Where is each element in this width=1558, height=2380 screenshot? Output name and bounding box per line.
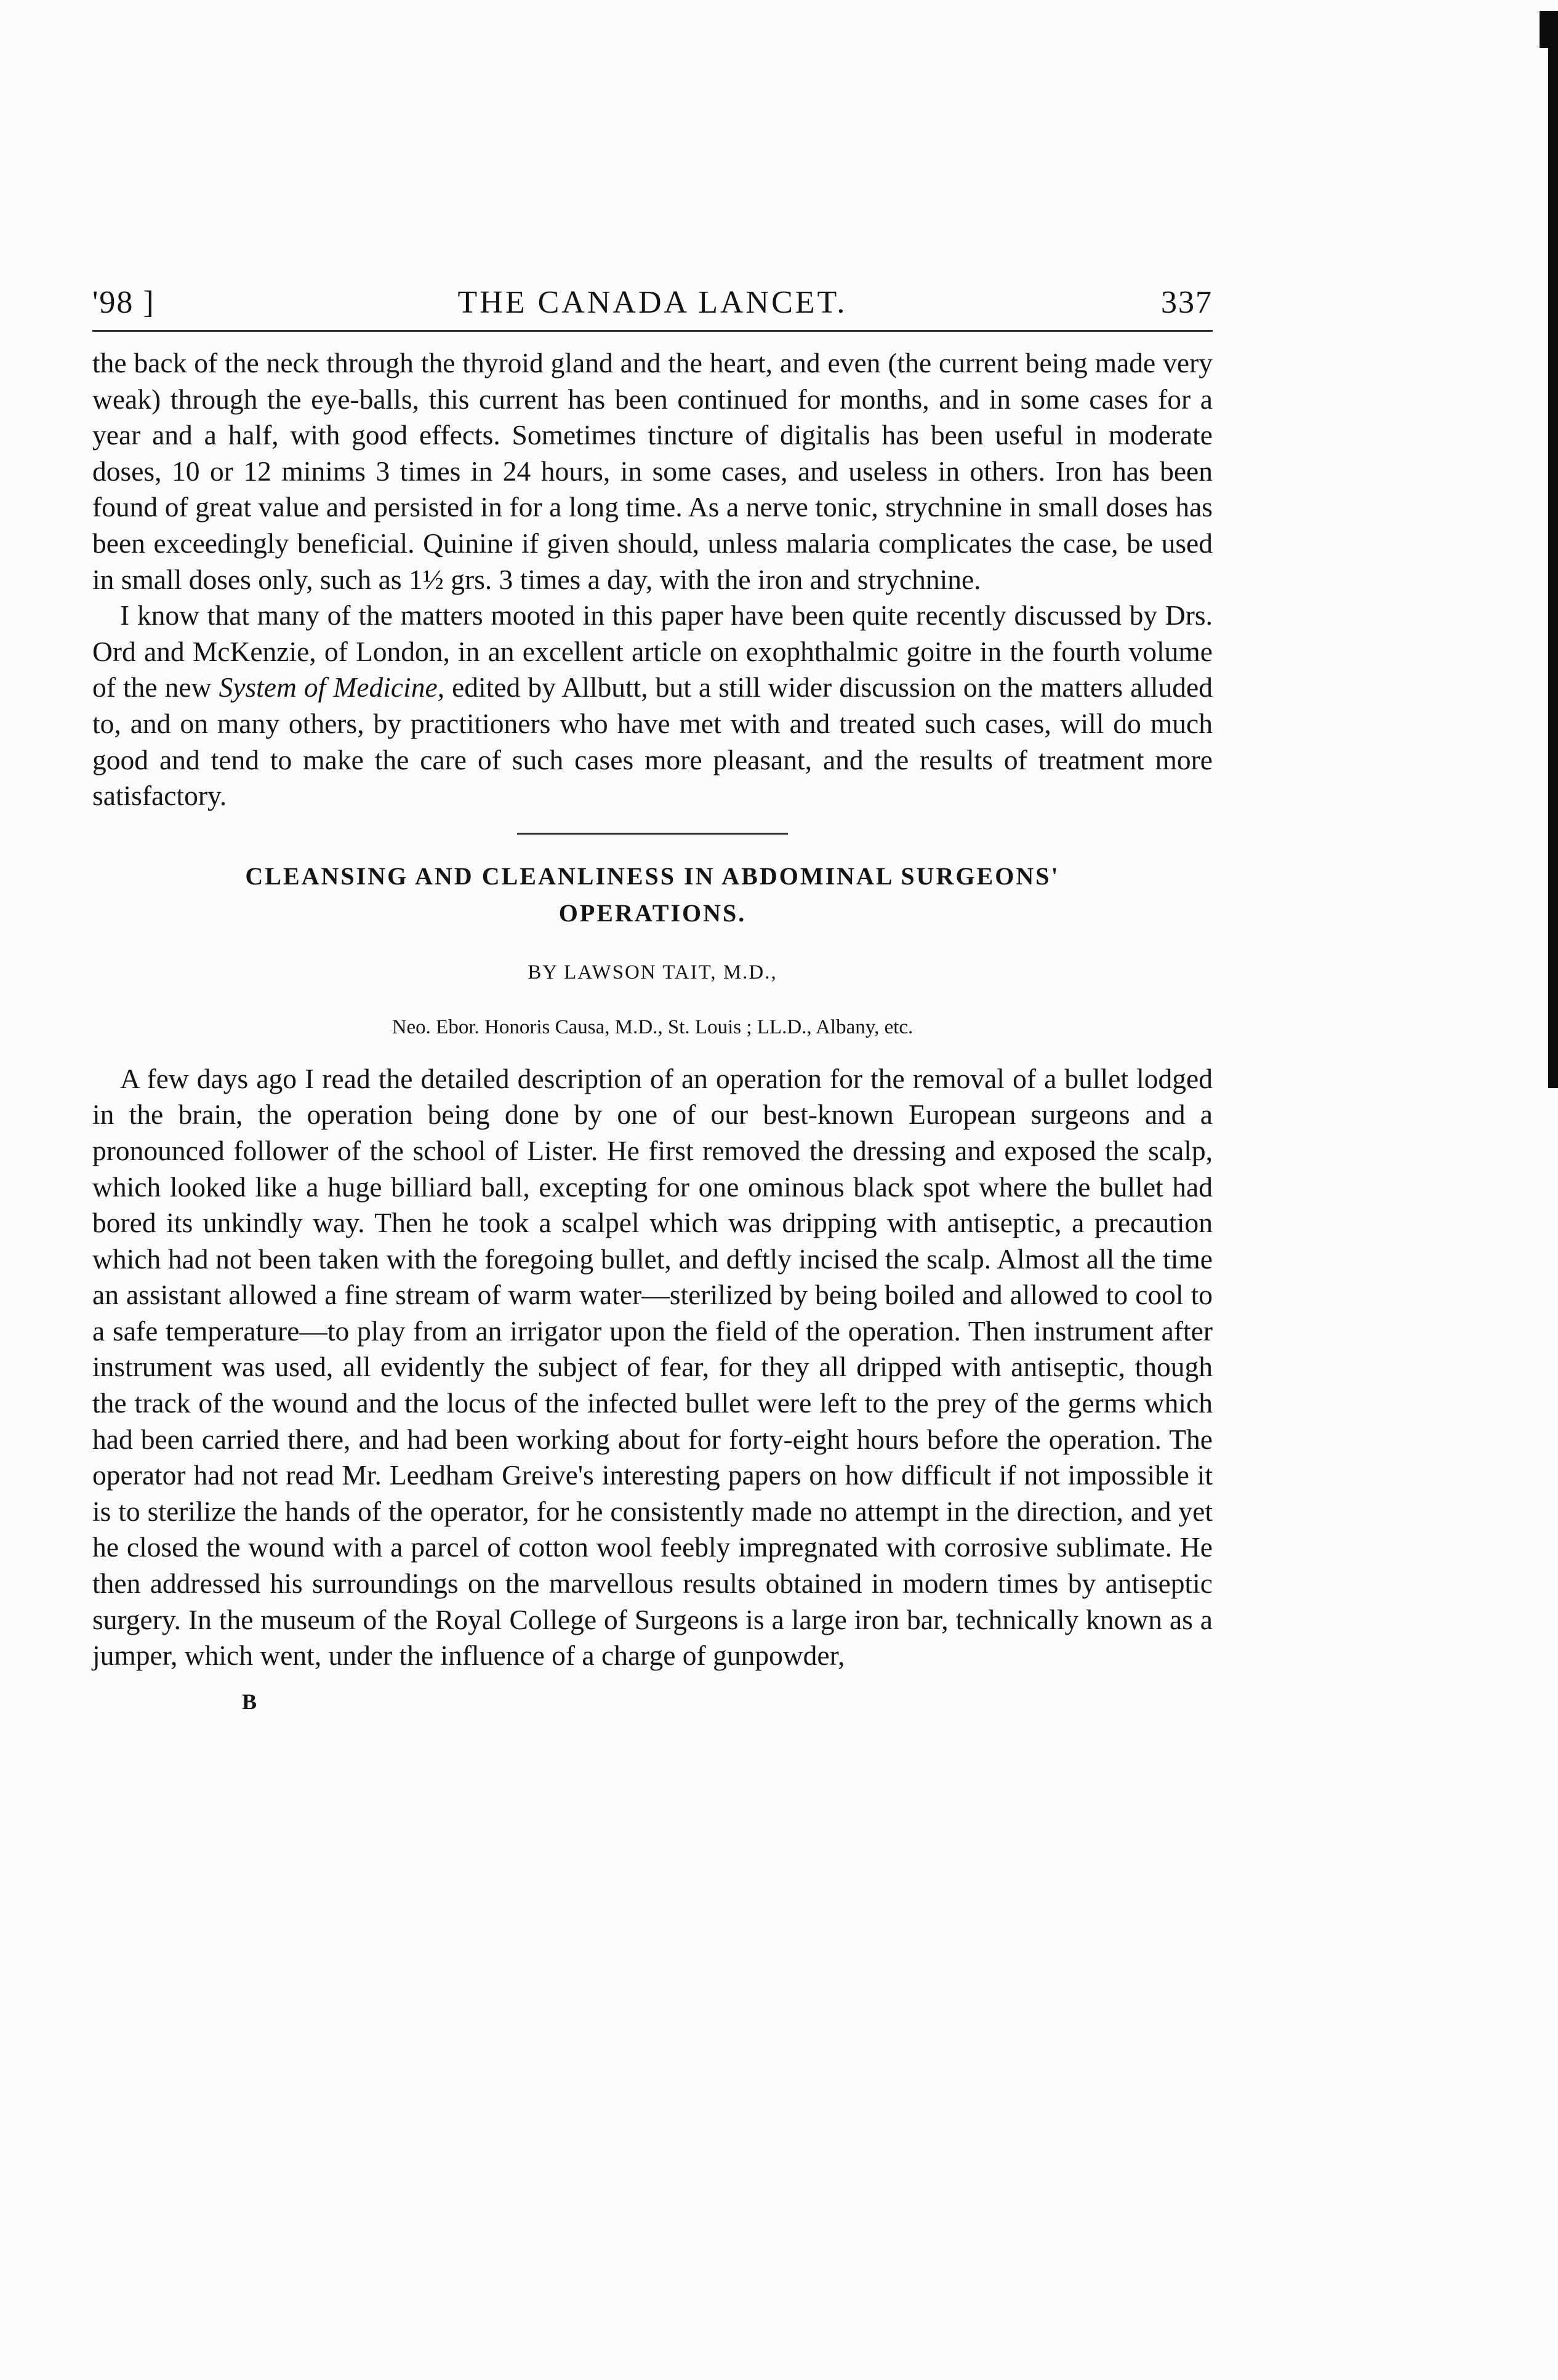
header-rule <box>92 330 1213 332</box>
continuation-paragraph-1: the back of the neck through the thyroid gland and the heart, and even (the current being made very weak) through the eye-balls, this current has been continued for months, and in some cases for a year and a half, with good effects. Sometimes tincture of digitalis has been useful in moderate doses, 10 or 12 minims 3 times in 24 hours, in some cases, and useless in others. Iron has been found of great value and persisted in for a long time. As a nerve tonic, strychnine in small doses has been exceedingly beneficial. Quinine if given should, unless malaria complicates the case, be used in small doses only, such as 1½ grs. 3 times a day, with the iron and strychnine. <box>92 347 1213 595</box>
paragraph-2-text-a: I know that many of the matters mooted in this paper have been quite recently discussed by Drs. Ord and McKenzie, of London, in an excellent article on exophthalmic goitre in the fourth volume of the new <box>92 599 1213 703</box>
article-title-line-1: CLEANSING AND CLEANLINESS IN ABDOMINAL SURGEONS' <box>245 862 1060 890</box>
book-title: System of Medicine, <box>219 671 445 703</box>
signature-mark: B <box>242 1689 257 1714</box>
paragraph-2-text-b: edited by Allbutt, but a still wider discussion on the matters alluded to, and on many others, by practitioners who have met with and treated such cases, will do much good and tend to make the care of such cases more pleasant, and the results of treatment more satisfactory. <box>92 671 1213 812</box>
scan-edge-mark <box>1548 11 1558 1088</box>
header-year: '98 ] <box>92 285 155 320</box>
page-number: 337 <box>1161 285 1213 320</box>
author-byline: BY LAWSON TAIT, M.D., <box>528 961 777 984</box>
running-header <box>92 271 1213 324</box>
article-title <box>92 858 1213 932</box>
section-divider <box>517 833 788 835</box>
continuation-paragraph-2 <box>92 598 1213 814</box>
author-affiliation: Neo. Ebor. Honoris Causa, M.D., St. Louis ; LL.D., Albany, etc. <box>392 1016 914 1038</box>
article-title-line-2: OPERATIONS. <box>558 899 747 927</box>
article-paragraph-1: A few days ago I read the detailed description of an operation for the removal of a bullet lodged in the brain, the operation being done by one of our best-known European surgeons and a pronounced follower of the school of Lister. He first removed the dressing and exposed the scalp, which looked like a huge billiard ball, excepting for one ominous black spot where the bullet had bored its unkindly way. Then he took a scalpel which was dripping with antiseptic, a precaution which had not been taken with the foregoing bullet, and deftly incised the scalp. Almost all the time an assistant allowed a fine stream of warm water—sterilized by being boiled and allowed to cool to a safe temperature—to play from an irrigator upon the field of the operation. Then instrument after instrument was used, all evidently the subject of fear, for they all dripped with antiseptic, though the track of the wound and the locus of the infected bullet were left to the prey of the germs which had been carried there, and had been working about for forty-eight hours before the operation. The operator had not read Mr. Leedham Greive's interesting papers on how difficult if not impossible it is to sterilize the hands of the operator, for he consistently made no attempt in the direction, and yet he closed the wound with a parcel of cotton wool feebly impregnated with corrosive sublimate. He then addressed his surroundings on the marvellous results obtained in modern times by antiseptic surgery. In the museum of the Royal College of Surgeons is a large iron bar, technically known as a jumper, which went, under the influence of a charge of gunpowder, <box>92 1062 1213 1672</box>
journal-title: THE CANADA LANCET. <box>457 285 848 320</box>
journal-page <box>92 271 1213 1715</box>
